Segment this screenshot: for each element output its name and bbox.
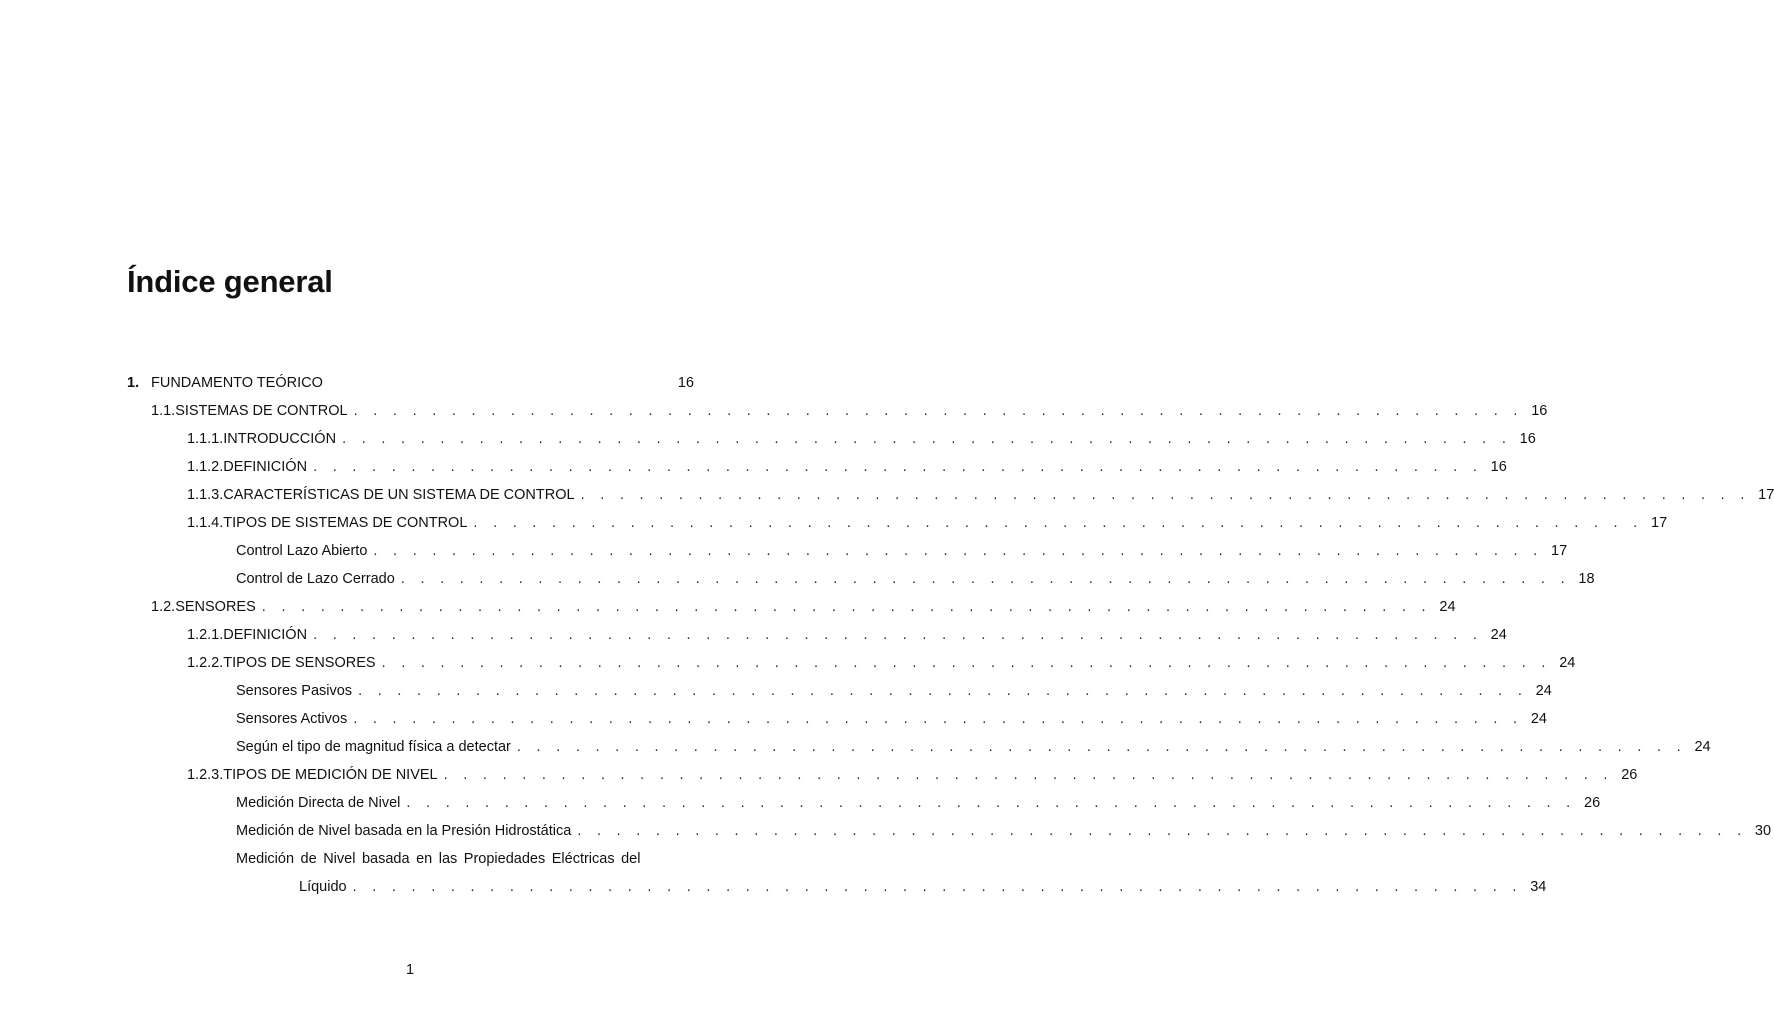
toc-entry-page: 17	[1651, 515, 1668, 531]
toc-entry-number: 1.2.	[151, 599, 176, 615]
toc-entry-title: Control de Lazo Cerrado	[236, 571, 395, 587]
toc-entry-page: 18	[1578, 571, 1595, 587]
dot-leader: . . . . . . . . . . . . . . . . . . . . . . . . . . . . . . . . . . . . . . . . . . . . . . . . . . . . . . . . . . . .	[400, 571, 1571, 587]
page-title: Índice general	[127, 264, 333, 299]
toc-entry-number: 1.1.	[151, 403, 176, 419]
toc-entry-page: 24	[1559, 655, 1576, 671]
toc-entry-medicion-directa[interactable]	[236, 791, 1601, 815]
toc-entry-title: SISTEMAS DE CONTROL	[175, 403, 348, 419]
dot-leader: . . . . . . . . . . . . . . . . . . . . . . . . . . . . . . . . . . . . . . . . . . . . . . . . . . . . . . . . . . . .	[353, 403, 1524, 419]
toc-entry-1-2-1[interactable]	[187, 623, 1507, 647]
dot-leader: . . . . . . . . . . . . . . . . . . . . . . . . . . . . . . . . . . . . . . . . . . . . . . . . . . . . . . . . . . . .	[358, 683, 1528, 699]
toc-entry-chapter-1[interactable]	[127, 371, 694, 395]
toc-entry-page: 17	[1551, 543, 1568, 559]
toc-entry-title: Medición de Nivel basada en la Presión Hidrostática	[236, 823, 572, 839]
dot-leader: . . . . . . . . . . . . . . . . . . . . . . . . . . . . . . . . . . . . . . . . . . . . . . . . . . . . . . . . . . . .	[261, 599, 1432, 615]
toc-entry-1-2-3[interactable]	[187, 763, 1638, 787]
toc-entry-title: Según el tipo de magnitud física a detectar	[236, 739, 511, 755]
dot-leader: . . . . . . . . . . . . . . . . . . . . . . . . . . . . . . . . . . . . . . . . . . . . . . . . . . . . . . . . . . . .	[577, 823, 1747, 839]
toc-entry-page: 16	[1531, 403, 1548, 419]
toc-entry-1-1-3[interactable]	[187, 483, 1774, 507]
toc-entry-liquido[interactable]	[299, 875, 1547, 899]
toc-entry-number: 1.1.3.	[187, 487, 224, 503]
toc-entry-page: 24	[1694, 739, 1711, 755]
toc-entry-title: Sensores Pasivos	[236, 683, 353, 699]
toc-entry-page: 24	[1439, 599, 1456, 615]
toc-entry-1-1-4[interactable]	[187, 511, 1668, 535]
toc-entry-page: 34	[1530, 879, 1547, 895]
dot-leader: . . . . . . . . . . . . . . . . . . . . . . . . . . . . . . . . . . . . . . . . . . . . . . . . . . . . . . . . . . . .	[313, 459, 1483, 475]
dot-leader: . . . . . . . . . . . . . . . . . . . . . . . . . . . . . . . . . . . . . . . . . . . . . . . . . . . . . . . . . . . .	[353, 711, 1523, 727]
toc-entry-page: 24	[1530, 711, 1547, 727]
toc-entry-control-lazo-abierto[interactable]	[236, 539, 1568, 563]
toc-entry-number: 1.1.1.	[187, 431, 224, 447]
toc-entry-title: TIPOS DE MEDICIÓN DE NIVEL	[223, 767, 438, 783]
toc-entry-control-lazo-cerrado[interactable]	[236, 567, 1595, 591]
toc-entry-page: 24	[1535, 683, 1552, 699]
dot-leader: . . . . . . . . . . . . . . . . . . . . . . . . . . . . . . . . . . . . . . . . . . . . . . . . . . . . . . . . . . . .	[373, 543, 1543, 559]
dot-leader: . . . . . . . . . . . . . . . . . . . . . . . . . . . . . . . . . . . . . . . . . . . . . . . . . . . . . . . . . . . .	[352, 879, 1523, 895]
toc-entry-title: TIPOS DE SENSORES	[223, 655, 376, 671]
toc-entry-number: 1.1.2.	[187, 459, 224, 475]
page-number: 1	[405, 962, 415, 978]
toc-entry-title: FUNDAMENTO TEÓRICO	[151, 375, 323, 391]
toc-entry-medicion-propiedades-electricas[interactable]	[236, 847, 658, 871]
toc-entry-page: 30	[1754, 823, 1772, 839]
toc-entry-page: 16	[1519, 431, 1536, 447]
toc-entry-magnitud-fisica[interactable]	[236, 735, 1711, 759]
dot-leader: . . . . . . . . . . . . . . . . . . . . . . . . . . . . . . . . . . . . . . . . . . . . . . . . . . . . . . . . . . . .	[342, 431, 1512, 447]
toc-entry-number: 1.2.3.	[187, 767, 224, 783]
toc-entry-title: CARACTERÍSTICAS DE UN SISTEMA DE CONTROL	[223, 487, 575, 503]
toc-entry-title: Sensores Activos	[236, 711, 348, 727]
toc-entry-page: 16	[1490, 459, 1507, 475]
toc-entry-page: 26	[1621, 767, 1638, 783]
toc-entry-page: 16	[677, 375, 694, 391]
toc-entry-title: DEFINICIÓN	[223, 627, 308, 643]
toc-entry-number: 1.2.1.	[187, 627, 224, 643]
toc-entry-page: 26	[1584, 795, 1601, 811]
toc-entry-title: TIPOS DE SISTEMAS DE CONTROL	[223, 515, 468, 531]
toc-entry-page: 24	[1490, 627, 1507, 643]
toc-entry-1-1-2[interactable]	[187, 455, 1507, 479]
toc-entry-sensores-pasivos[interactable]	[236, 679, 1552, 703]
toc-entry-medicion-presion-hidrostatica[interactable]	[236, 819, 1772, 843]
dot-leader: . . . . . . . . . . . . . . . . . . . . . . . . . . . . . . . . . . . . . . . . . . . . . . . . . . . . . . . . . . . .	[381, 655, 1552, 671]
toc-entry-number: 1.1.4.	[187, 515, 224, 531]
toc-entry-title: SENSORES	[175, 599, 256, 615]
dot-leader: . . . . . . . . . . . . . . . . . . . . . . . . . . . . . . . . . . . . . . . . . . . . . . . . . . . . . . . . . . . .	[406, 795, 1577, 811]
dot-leader: . . . . . . . . . . . . . . . . . . . . . . . . . . . . . . . . . . . . . . . . . . . . . . . . . . . . . . . . . . . .	[580, 487, 1751, 503]
dot-leader: . . . . . . . . . . . . . . . . . . . . . . . . . . . . . . . . . . . . . . . . . . . . . . . . . . . . . . . . . . . .	[473, 515, 1644, 531]
dot-leader: . . . . . . . . . . . . . . . . . . . . . . . . . . . . . . . . . . . . . . . . . . . . . . . . . . . . . . . . . . . .	[443, 767, 1614, 783]
toc-entry-title: Medición Directa de Nivel	[236, 795, 401, 811]
toc-entry-title: Control Lazo Abierto	[236, 543, 368, 559]
toc-entry-title: INTRODUCCIÓN	[223, 431, 337, 447]
toc-entry-1-1[interactable]	[151, 399, 1548, 423]
toc-entry-1-1-1[interactable]	[187, 427, 1536, 451]
dot-leader: . . . . . . . . . . . . . . . . . . . . . . . . . . . . . . . . . . . . . . . . . . . . . . . . . . . . . . . . . . . .	[313, 627, 1483, 643]
toc-entry-sensores-activos[interactable]	[236, 707, 1547, 731]
toc-entry-1-2[interactable]	[151, 595, 1456, 619]
toc-entry-page: 17	[1758, 487, 1774, 503]
toc-entry-title: DEFINICIÓN	[223, 459, 308, 475]
toc-entry-number: 1.2.2.	[187, 655, 224, 671]
toc-entry-title: Líquido	[299, 879, 347, 895]
dot-leader: . . . . . . . . . . . . . . . . . . . . . . . . . . . . . . . . . . . . . . . . . . . . . . . . . . . . . . . . . . . .	[516, 739, 1687, 755]
toc-entry-title: Medición de Nivel basada en las Propiedades Eléctricas del	[236, 851, 641, 867]
toc-entry-1-2-2[interactable]	[187, 651, 1576, 675]
toc-entry-number: 1.	[127, 375, 140, 391]
